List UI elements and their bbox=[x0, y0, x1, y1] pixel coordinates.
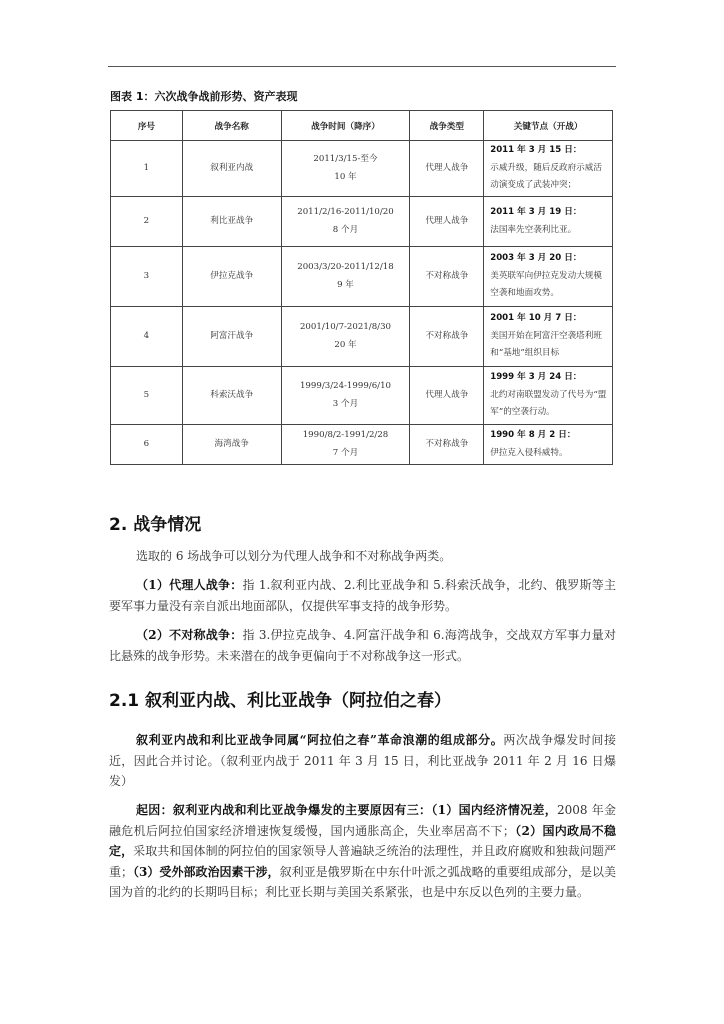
paragraph bbox=[109, 730, 616, 792]
time-duration: 20 年 bbox=[334, 339, 357, 350]
key-desc: 美国开始在阿富汗空袭塔利班和“基地”组织目标 bbox=[490, 330, 602, 359]
paragraph-lead: （1）代理人战争： bbox=[136, 578, 243, 592]
key-date: 1990 年 8 月 2 日： bbox=[490, 430, 576, 440]
cell-key bbox=[484, 307, 613, 367]
cell-type: 代理人战争 bbox=[410, 197, 484, 247]
cell-name: 伊拉克战争 bbox=[182, 247, 281, 307]
cell-time bbox=[281, 141, 410, 197]
time-range: 2011/3/15-至今 bbox=[313, 154, 378, 164]
cell-no: 4 bbox=[111, 307, 183, 367]
time-duration: 8 个月 bbox=[332, 224, 359, 235]
cell-time bbox=[281, 247, 410, 307]
cell-name: 叙利亚内战 bbox=[182, 141, 281, 197]
table-row bbox=[111, 307, 613, 367]
table-row bbox=[111, 141, 613, 197]
time-range: 1990/8/2-1991/2/28 bbox=[302, 430, 389, 440]
key-desc: 法国率先空袭利比亚。 bbox=[490, 224, 577, 235]
key-desc: 美英联军向伊拉克发动大规模空袭和地面攻势。 bbox=[490, 270, 602, 299]
time-range: 2003/3/20-2011/12/18 bbox=[297, 262, 394, 272]
paragraph-lead: 起因：叙利亚内战和利比亚战争爆发的主要原因有三：（1）国内经济情况差， bbox=[136, 803, 558, 817]
paragraph-lead: （2）国内政局不稳定， bbox=[109, 823, 616, 858]
time-range: 2001/10/7-2021/8/30 bbox=[299, 322, 392, 332]
paragraph-lead: （2）不对称战争： bbox=[136, 628, 243, 642]
cell-time bbox=[281, 307, 410, 367]
time-range: 1999/3/24-1999/6/10 bbox=[299, 381, 392, 391]
cell-type: 代理人战争 bbox=[410, 141, 484, 197]
header-name: 战争名称 bbox=[182, 111, 281, 141]
header-rule bbox=[108, 66, 616, 67]
key-desc: 北约对南联盟发动了代号为“盟军”的空袭行动。 bbox=[490, 389, 607, 418]
cell-key bbox=[484, 247, 613, 307]
time-range: 2011/2/16-2011/10/20 bbox=[297, 207, 394, 217]
paragraph bbox=[109, 575, 616, 616]
header-time: 战争时间（降序） bbox=[281, 111, 410, 141]
paragraph bbox=[109, 800, 616, 903]
cell-name: 科索沃战争 bbox=[182, 367, 281, 425]
paragraph-text: 指 1.叙利亚内战、2.利比亚战争和 5.科索沃战争，北约、俄罗斯等主要军事力量没有亲自派出地面部队，仅提供军事支持的战争形势。 bbox=[109, 578, 616, 613]
paragraph-lead: 叙利亚内战和利比亚战争同属“阿拉伯之春”革命浪潮的组成部分。 bbox=[136, 733, 504, 747]
cell-name: 海湾战争 bbox=[182, 425, 281, 465]
paragraph-text: 采取共和国体制的阿拉伯的国家领导人普遍缺乏统治的法理性，并且政府腐败和独裁问题严重； bbox=[109, 844, 616, 879]
cell-no: 3 bbox=[111, 247, 183, 307]
paragraph-text: 指 3.伊拉克战争、4.阿富汗战争和 6.海湾战争，交战双方军事力量对比悬殊的战争形势。未来潜在的战争更偏向于不对称战争这一形式。 bbox=[109, 628, 616, 663]
table-row bbox=[111, 425, 613, 465]
cell-key bbox=[484, 425, 613, 465]
cell-name: 利比亚战争 bbox=[182, 197, 281, 247]
cell-name: 阿富汗战争 bbox=[182, 307, 281, 367]
cell-type: 不对称战争 bbox=[410, 247, 484, 307]
cell-type: 不对称战争 bbox=[410, 425, 484, 465]
cell-key bbox=[484, 197, 613, 247]
key-date: 2003 年 3 月 20 日： bbox=[490, 253, 582, 264]
table-row bbox=[111, 197, 613, 247]
header-type: 战争类型 bbox=[410, 111, 484, 141]
paragraph-lead: （3）受外部政治因素干涉， bbox=[133, 864, 280, 879]
paragraph-text: 叙利亚是俄罗斯在中东什叶派之弧战略的重要组成部分，是以美国为首的北约的长期吗目标；利比亚长期与美国关系紧张，也是中东反以色列的主要力量。 bbox=[109, 864, 616, 899]
header-no: 序号 bbox=[111, 111, 183, 141]
cell-no: 6 bbox=[111, 425, 183, 465]
cell-no: 5 bbox=[111, 367, 183, 425]
cell-no: 1 bbox=[111, 141, 183, 197]
table-row bbox=[111, 247, 613, 307]
cell-time bbox=[281, 367, 410, 425]
section-heading: 2. 战争情况 bbox=[109, 515, 202, 535]
paragraph bbox=[109, 625, 616, 666]
cell-key bbox=[484, 367, 613, 425]
cell-key bbox=[484, 141, 613, 197]
time-duration: 9 年 bbox=[337, 279, 354, 290]
table-header-row bbox=[111, 111, 613, 141]
cell-type: 代理人战争 bbox=[410, 367, 484, 425]
table-caption: 图表 1：六次战争战前形势、资产表现 bbox=[110, 90, 298, 103]
paragraph: 选取的 6 场战争可以划分为代理人战争和不对称战争两类。 bbox=[136, 549, 452, 563]
header-key: 关键节点（开战） bbox=[484, 111, 613, 141]
paragraph-text: 两次战争爆发时间接近，因此合并讨论。（叙利亚内战于 2011 年 3 月 15 日，利比亚战争 2011 年 2 月 16 日爆发） bbox=[109, 733, 616, 788]
paragraph-text: 2008 年金融危机后阿拉伯国家经济增速恢复缓慢，国内通胀高企，失业率居高不下； bbox=[109, 803, 616, 838]
key-date: 2011 年 3 月 19 日： bbox=[490, 207, 582, 217]
cell-type: 不对称战争 bbox=[410, 307, 484, 367]
key-desc: 伊拉克入侵科威特。 bbox=[490, 447, 568, 458]
key-desc: 示威升级，随后反政府示威活动演变成了武装冲突； bbox=[490, 162, 602, 191]
wars-table bbox=[110, 110, 613, 465]
key-date: 2001 年 10 月 7 日： bbox=[490, 313, 582, 324]
time-duration: 10 年 bbox=[334, 171, 357, 182]
cell-time bbox=[281, 197, 410, 247]
cell-time bbox=[281, 425, 410, 465]
cell-no: 2 bbox=[111, 197, 183, 247]
key-date: 2011 年 3 月 15 日： bbox=[490, 145, 582, 156]
time-duration: 3 个月 bbox=[332, 398, 359, 409]
time-duration: 7 个月 bbox=[332, 447, 359, 458]
key-date: 1999 年 3 月 24 日： bbox=[490, 372, 582, 383]
table-row bbox=[111, 367, 613, 425]
subsection-heading: 2.1 叙利亚内战、利比亚战争（阿拉伯之春） bbox=[109, 691, 452, 711]
